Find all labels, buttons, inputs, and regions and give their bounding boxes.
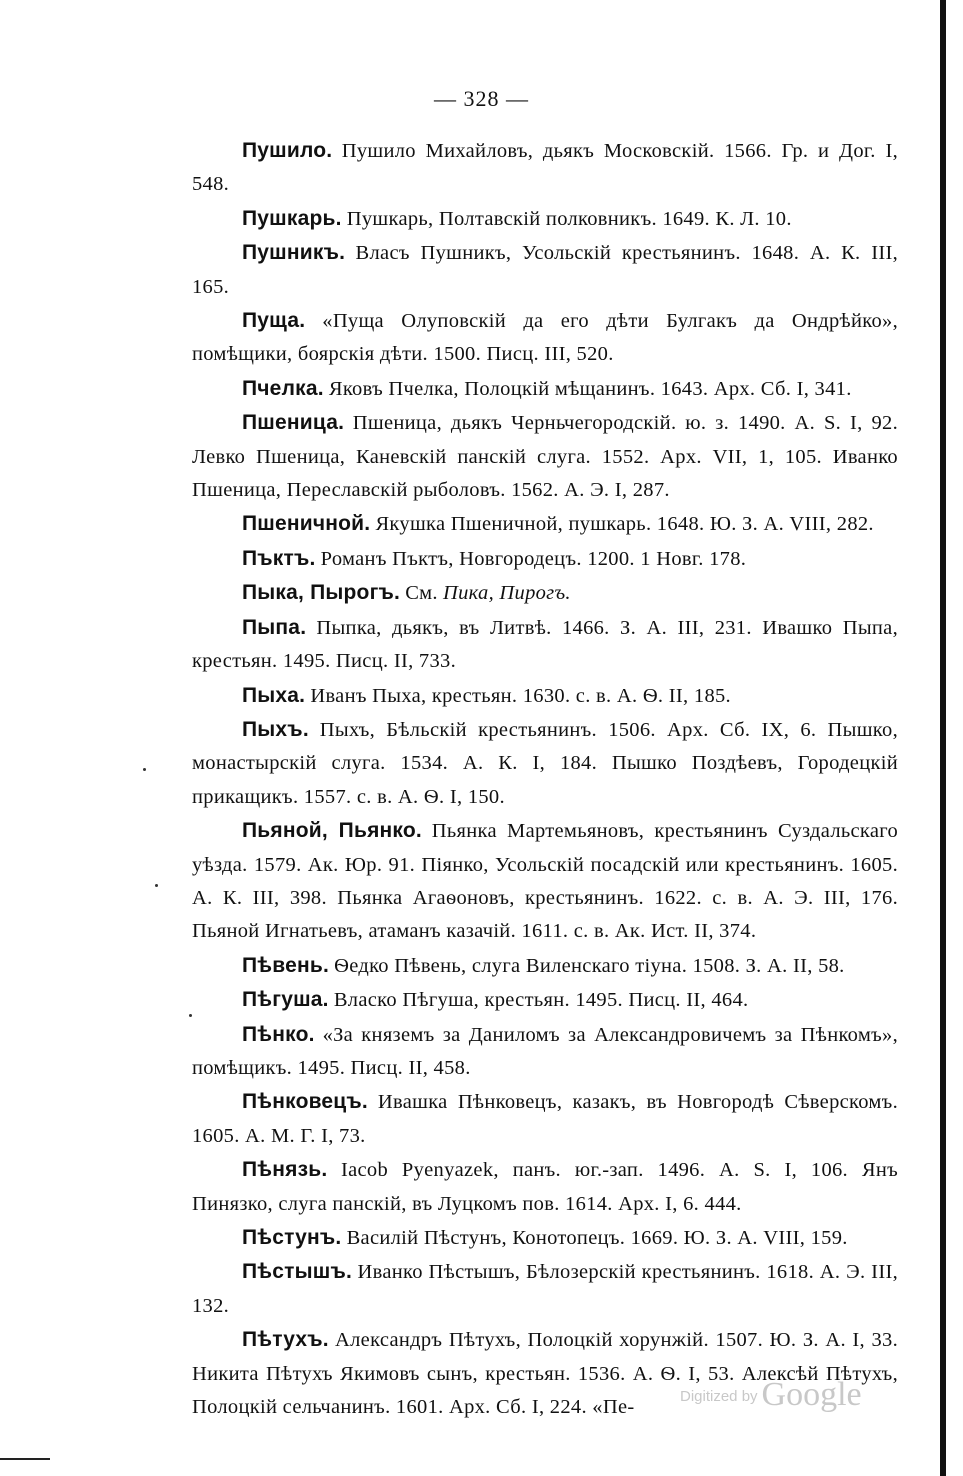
dictionary-entry [192,406,898,507]
entry-headword: Пыка, Пырогъ. [242,581,401,605]
corner-mark [0,1458,50,1460]
entry-headword: Пьяной, Пьянко. [242,819,422,843]
entry-headword: Пуща. [242,309,306,333]
dictionary-entry [192,507,898,541]
entry-text: Iacob Pyenyazek, панъ. юг.-зап. 1496. А. S. I, 106. Янъ Пинязко, слуга панскій, въ Луцкомъ пов. 1614. Арх. I, 6. 444. [192,1159,899,1215]
entry-text: Власко Пѣгуша, крестьян. 1495. Писц. II, 464. [333,989,749,1012]
dictionary-entry [192,1085,898,1153]
dictionary-entry [192,542,898,576]
watermark-prefix: Digitized by [680,1388,758,1405]
entry-headword: Пѣвень. [242,953,329,977]
entry-text: Романъ Пъктъ, Новгородецъ. 1200. 1 Новг. 178. [320,547,747,570]
entry-text: «Пуща Олуповскій да его дѣти Булгакъ да Ондрѣйко», помѣщики, боярскія дѣти. 1500. Писц. III, 520. [192,310,899,366]
ink-speck [143,768,146,771]
dictionary-entry [192,814,898,949]
entry-headword: Пѣнко. [242,1022,315,1046]
dictionary-entry [192,1018,898,1086]
dictionary-entries [192,134,898,1424]
dictionary-entry [192,202,898,236]
page-edge-rule [940,0,946,1476]
entry-headword: Пѣстунъ. [242,1226,342,1249]
entry-text: Пшеница, дьякъ Черньчегородскій. ю. з. 1490. А. S. I, 92. Левко Пшеница, Каневскій панскій слуга. 1552. Арх. VII, 1, 105. Иванко Пшеница, Переславскій рыболовъ. 1562. А. Э. I, 287. [192,412,898,502]
dictionary-entry [192,1221,898,1255]
dictionary-entry [192,134,898,202]
entry-cross-reference: Пика, Пирогъ. [442,582,571,605]
dictionary-entry [192,576,898,610]
dictionary-entry [192,611,898,679]
entry-text: Ивашка Пѣнковецъ, казакъ, въ Новгородѣ Сѣверскомъ. 1605. А. М. Г. I, 73. [192,1091,898,1147]
entry-headword: Пѣгуша. [242,988,329,1012]
entry-text: Александръ Пѣтухъ, Полоцкій хорунжій. 1507. Ю. З. А. I, 33. Никита Пѣтухъ Якимовъ сынъ, крестьян. 1536. А. Ѳ. I, 53. Алексѣй Пѣтухъ, Полоцкій сельчанинъ. 1601. Арх. Сб. I, 224. «Пе- [192,1329,898,1419]
entry-text: Пушило Михайловъ, дьякъ Московскій. 1566. Гр. и Дог. I, 548. [192,140,898,196]
entry-headword: Пушникъ. [242,241,346,265]
entry-text: Пыпка, дьякъ, въ Литвѣ. 1466. З. А. III, 231. Ивашко Пыпа, крестьян. 1495. Писц. II, 733. [192,616,898,673]
dictionary-entry [192,372,898,406]
dictionary-entry [192,679,898,713]
entry-headword: Пъктъ. [242,546,316,570]
page-number: — 328 — [434,86,529,111]
dictionary-entry [192,713,898,814]
entry-headword: Пшеница. [242,411,345,435]
dictionary-entry [192,1153,898,1221]
dictionary-entry [192,304,898,372]
entry-text: Пыхъ, Бѣльскій крестьянинъ. 1506. Арх. Сб. IX, 6. Пышко, монастырскій слуга. 1534. А. К. I, 184. Пышко Поздѣевъ, Городецкій прикащикъ. 1557. с. в. А. Ѳ. I, 150. [192,718,898,808]
entry-headword: Пыхъ. [242,717,309,741]
entry-text: Пушкарь, Полтавскій полковникъ. 1649. К. Л. 10. [346,207,792,230]
entry-text: Иванъ Пыха, крестьян. 1630. с. в. А. Ѳ. II, 185. [310,684,731,707]
entry-headword: Пчелка. [242,376,324,400]
entry-text: «За княземъ за Даниломъ за Александровичемъ за Пѣнкомъ», помѣщикъ. 1495. Писц. II, 458. [192,1023,898,1079]
entry-headword: Пушило. [242,139,333,162]
dictionary-entry [192,236,898,304]
entry-text: Иванко Пѣстышъ, Бѣлозерскій крестьянинъ. 1618. А. Э. III, 132. [192,1261,898,1317]
ink-speck [155,884,158,887]
entry-text: Василій Пѣстунъ, Конотопецъ. 1669. Ю. З. А. VIII, 159. [346,1227,848,1249]
entry-headword: Пшеничной. [242,512,371,536]
watermark-brand: Google [761,1376,862,1413]
entry-headword: Пушкарь. [242,206,342,230]
entry-text: Яковъ Пчелка, Полоцкій мѣщанинъ. 1643. Арх. Сб. I, 341. [328,377,852,400]
entry-headword: Пыпа. [242,615,307,639]
entry-text: См. [405,582,438,605]
entry-headword: Пѣнковецъ. [242,1090,368,1114]
digitized-watermark [680,1376,862,1414]
entry-headword: Пѣнязь. [242,1158,328,1182]
entry-text: Власъ Пушникъ, Усольскій крестьянинъ. 1648. А. К. III, 165. [192,242,898,298]
entry-headword: Пыха. [242,683,306,707]
entry-text: Якушка Пшеничной, пушкарь. 1648. Ю. З. А. VIII, 282. [375,513,874,536]
entry-text: Ѳедко Пѣвень, слуга Виленскаго тіуна. 1508. З. А. II, 58. [334,954,845,977]
dictionary-entry [192,949,898,983]
entry-text: Пьянка Мартемьяновъ, крестьянинъ Суздальскаго уѣзда. 1579. Ак. Юр. 91. Піянко, Усольскій посадскій или крестьянинъ. 1605. А. К. III, 398. Пьянка Агаѳоновъ, крестьянинъ. 1622. с. в. А. Э. III, 176. Пьяной Игнатьевъ, атаманъ казачій. 1611. с. в. Ак. Ист. II, 374. [192,820,899,943]
dictionary-entry [192,983,898,1017]
entry-headword: Пѣстышъ. [242,1260,352,1284]
entry-headword: Пѣтухъ. [242,1328,329,1352]
dictionary-entry [192,1255,898,1323]
